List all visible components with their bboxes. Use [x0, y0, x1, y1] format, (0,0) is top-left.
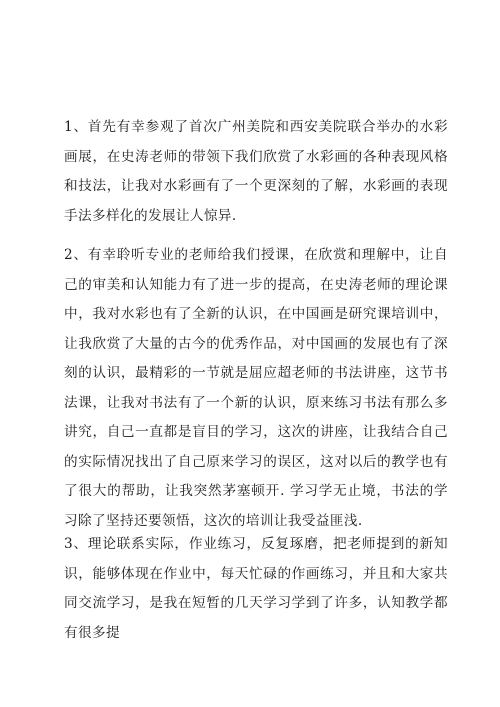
- paragraph-3: 3、理论联系实际，作业练习，反复琢磨，把老师提到的新知识，能够体现在作业中，每天忙碌的作画练习，并且和大家共同交流学习，是我在短暂的几天学习学到了许多，认知教学都有很多提: [64, 536, 448, 641]
- paragraph-1: 1、首先有幸参观了首次广州美院和西安美院联合举办的水彩画展，在史涛老师的带领下我们欣赏了水彩画的各种表现风格和技法，让我对水彩画有了一个更深刻的了解，水彩画的表现手法多样化的发展让人惊异.: [64, 119, 448, 224]
- paragraph-2: 2、有幸聆听专业的老师给我们授课，在欣赏和理解中，让自己的审美和认知能力有了进一步的提高，在史涛老师的理论课中，我对水彩也有了全新的认识，在中国画是研究课培训中，让我欣赏了大量的古今的优秀作品，对中国画的发展也有了深刻的认识，最精彩的一节就是屈应超老师的书法讲座，这节书法课，让我对书法有了一个新的认识，原来练习书法有那么多讲究，自己一直都是盲目的学习，这次的讲座，让我结合自己的实际情况找出了自己原来学习的误区，这对以后的教学也有了很大的帮助，让我突然茅塞顿开. 学习学无止境，书法的学习除了坚持还要领悟，这次的培训让我受益匪浅.: [64, 247, 448, 529]
